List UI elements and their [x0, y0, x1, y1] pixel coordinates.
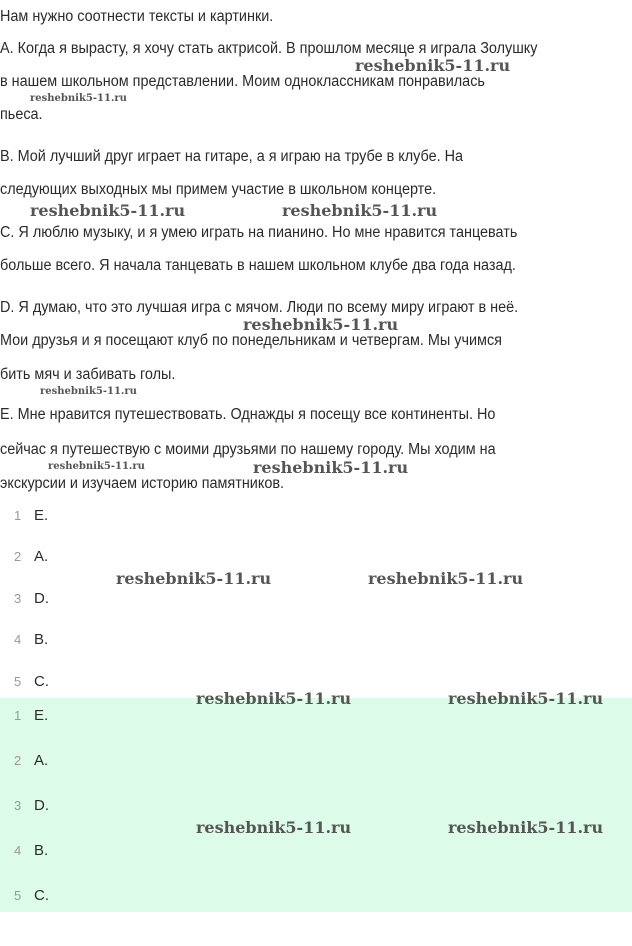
- answer-item: [14, 548, 48, 566]
- text-line: пьеса.: [0, 106, 43, 123]
- answer-value: A.: [34, 548, 49, 565]
- answer-value: B.: [34, 631, 49, 648]
- answer-item: [14, 507, 48, 525]
- answer-number: 4: [14, 843, 22, 858]
- text-line: B. Мой лучший друг играет на гитаре, а я играю на трубе в клубе. На: [0, 148, 464, 165]
- text-line: бить мяч и забивать голы.: [0, 366, 176, 383]
- text-line: больше всего. Я начала танцевать в нашем школьном клубе два года назад.: [0, 257, 516, 274]
- answer-number: 1: [14, 508, 22, 523]
- answer-number: 3: [14, 591, 22, 606]
- answer-item: [14, 590, 49, 608]
- answer-value: B.: [34, 842, 49, 859]
- highlighted-answer-item: [14, 842, 48, 860]
- text-line: Мои друзья и я посещают клуб по понедельникам и четвергам. Мы учимся: [0, 332, 502, 349]
- watermark: reshebnik5-11.ru: [196, 818, 352, 837]
- text-line: А. Когда я вырасту, я хочу стать актрисой. В прошлом месяце я играла Золушку: [0, 40, 538, 57]
- answer-highlight-block: [0, 698, 632, 912]
- answer-number: 3: [14, 798, 22, 813]
- answer-item: [14, 673, 49, 691]
- watermark: reshebnik5-11.ru: [48, 461, 145, 472]
- highlighted-answer-item: [14, 707, 48, 725]
- answer-value: D.: [34, 797, 49, 814]
- highlighted-answer-item: [14, 887, 49, 905]
- answer-value: D.: [34, 590, 49, 607]
- answer-number: 5: [14, 674, 22, 689]
- text-line: D. Я думаю, что это лучшая игра с мячом. Люди по всему миру играют в неё.: [0, 299, 519, 316]
- highlighted-answer-item: [14, 797, 49, 815]
- watermark: reshebnik5-11.ru: [448, 689, 604, 708]
- watermark: reshebnik5-11.ru: [282, 201, 438, 220]
- watermark: reshebnik5-11.ru: [368, 569, 524, 588]
- watermark: reshebnik5-11.ru: [30, 93, 127, 104]
- text-line: в нашем школьном представлении. Моим одноклассникам понравилась: [0, 73, 485, 90]
- highlighted-answer-item: [14, 752, 48, 770]
- watermark: reshebnik5-11.ru: [196, 689, 352, 708]
- watermark: reshebnik5-11.ru: [30, 201, 186, 220]
- watermark: reshebnik5-11.ru: [253, 458, 409, 477]
- watermark: reshebnik5-11.ru: [40, 386, 137, 397]
- answer-number: 4: [14, 632, 22, 647]
- watermark: reshebnik5-11.ru: [355, 56, 511, 75]
- answer-number: 2: [14, 753, 22, 768]
- text-line: E. Мне нравится путешествовать. Однажды я посещу все континенты. Но: [0, 406, 496, 423]
- text-line: C. Я люблю музыку, и я умею играть на пианино. Но мне нравится танцевать: [0, 224, 518, 241]
- intro-text: Нам нужно соотнести тексты и картинки.: [0, 8, 274, 25]
- text-line: следующих выходных мы примем участие в школьном концерте.: [0, 181, 437, 198]
- answer-value: C.: [34, 887, 49, 904]
- answer-number: 1: [14, 708, 22, 723]
- watermark: reshebnik5-11.ru: [243, 315, 399, 334]
- answer-value: C.: [34, 673, 49, 690]
- answer-value: E.: [34, 707, 49, 724]
- watermark: reshebnik5-11.ru: [448, 818, 604, 837]
- answer-number: 2: [14, 549, 22, 564]
- answer-value: E.: [34, 507, 49, 524]
- text-line: экскурсии и изучаем историю памятников.: [0, 475, 285, 492]
- watermark: reshebnik5-11.ru: [116, 569, 272, 588]
- answer-item: [14, 631, 48, 649]
- answer-value: A.: [34, 752, 49, 769]
- answer-number: 5: [14, 888, 22, 903]
- text-line: сейчас я путешествую с моими друзьями по нашему городу. Мы ходим на: [0, 441, 496, 458]
